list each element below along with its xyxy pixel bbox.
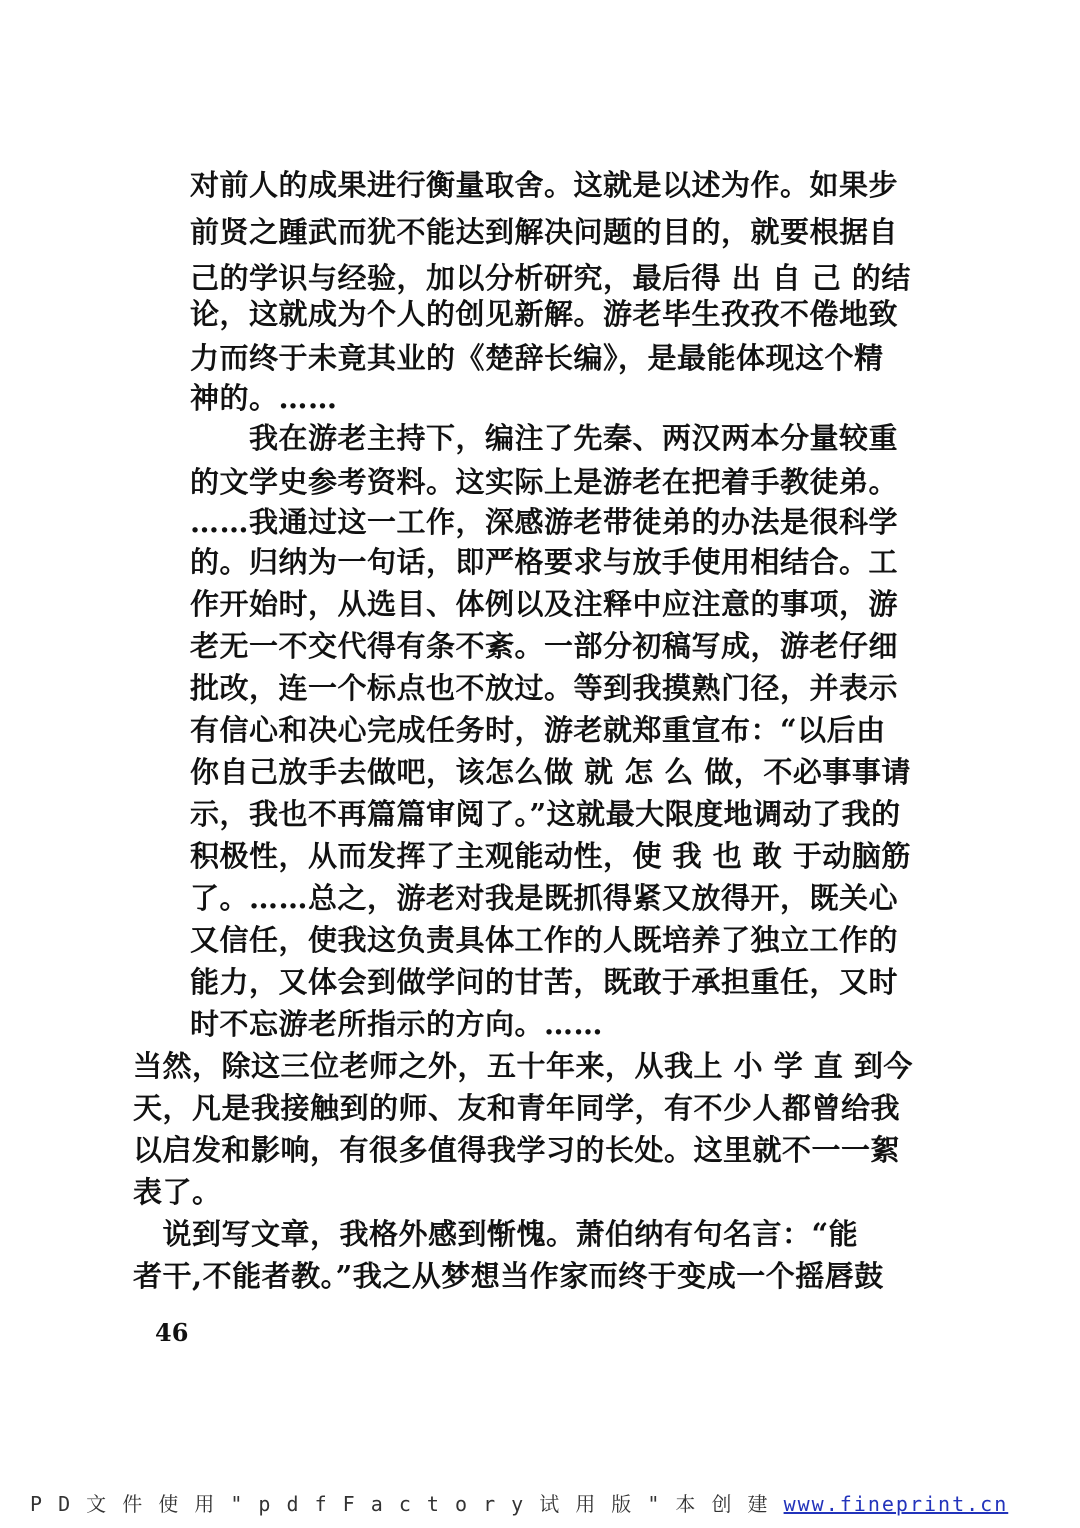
quote-line: 积极性，从而发挥了主观能动性，使 我 也 敢 于动脑筋	[190, 839, 911, 873]
quote-line: 批改，连一个标点也不放过。等到我摸熟门径，并表示	[190, 671, 899, 705]
quote-line: 的。归纳为一句话，即严格要求与放手使用相结合。工	[190, 545, 899, 579]
quote-line: 老无一不交代得有条不紊。一部分初稿写成，游老仔细	[190, 629, 899, 663]
body-line: 当然，除这三位老师之外，五十年来，从我上 小 学 直 到今	[133, 1049, 913, 1083]
footer-link[interactable]: www.fineprint.cn	[783, 1492, 1009, 1516]
quote-line: 你自己放手去做吧，该怎么做 就 怎 么 做，不必事事请	[190, 755, 911, 789]
quote-line: 的文学史参考资料。这实际上是游老在把着手教徒弟。	[190, 465, 899, 499]
quote-line: 了。……总之，游老对我是既抓得紧又放得开，既关心	[190, 881, 899, 915]
quote-line: 我在游老主持下，编注了先秦、两汉两本分量较重	[190, 421, 899, 455]
page-number: 46	[155, 1318, 189, 1347]
quote-line: 能力，又体会到做学问的甘苦，既敢于承担重任，又时	[190, 965, 899, 999]
quote-line: 神的。……	[190, 381, 338, 415]
quote-line: 示，我也不再篇篇审阅了。”这就最大限度地调动了我的	[190, 797, 901, 831]
footer-watermark	[30, 1488, 1008, 1517]
body-line: 以启发和影响，有很多值得我学习的长处。这里就不一一絮	[133, 1133, 901, 1167]
quote-line: 有信心和决心完成任务时，游老就郑重宣布：“以后由	[190, 713, 886, 747]
quote-line: ……我通过这一工作，深感游老带徒弟的办法是很科学	[190, 505, 899, 539]
quote-line: 力而终于未竟其业的《楚辞长编》，是最能体现这个精	[190, 341, 884, 375]
quote-line: 己的学识与经验，加以分析研究，最后得 出 自 己 的结	[190, 261, 911, 295]
quote-line: 又信任，使我这负责具体工作的人既培养了独立工作的	[190, 923, 899, 957]
quote-line: 前贤之踵武而犹不能达到解决问题的目的，就要根据自	[190, 215, 899, 249]
quote-line: 对前人的成果进行衡量取舍。这就是以述为作。如果步	[190, 168, 899, 202]
quote-line: 时不忘游老所指示的方向。……	[190, 1007, 604, 1041]
body-line: 者干,不能者教。”我之从梦想当作家而终于变成一个摇唇鼓	[133, 1259, 884, 1293]
quote-line: 论，这就成为个人的创见新解。游老毕生孜孜不倦地致	[190, 297, 899, 331]
body-line: 天，凡是我接触到的师、友和青年同学，有不少人都曾给我	[133, 1091, 901, 1125]
body-line: 表了。	[133, 1175, 222, 1209]
body-line: 说到写文章，我格外感到惭愧。萧伯纳有句名言：“能	[133, 1217, 859, 1251]
quote-line: 作开始时，从选目、体例以及注释中应注意的事项，游	[190, 587, 899, 621]
footer-text: P D 文 件 使 用 " p d f F a c t o r y 试 用 版 " 本 创 建	[30, 1492, 770, 1516]
